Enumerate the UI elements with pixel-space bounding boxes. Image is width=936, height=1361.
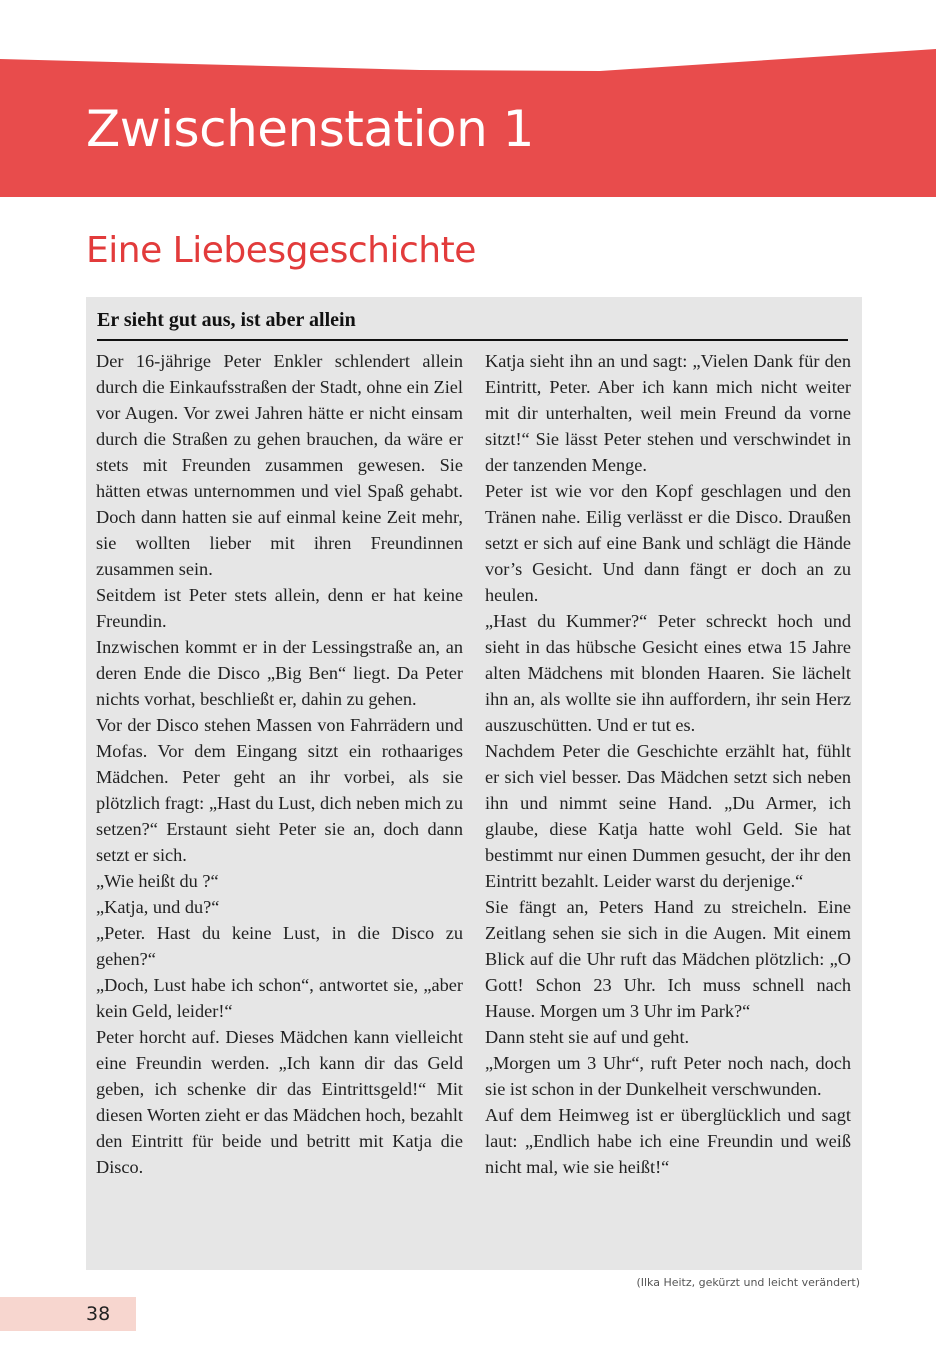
heading-divider xyxy=(97,339,848,341)
story-column-right xyxy=(485,348,851,1180)
story-box xyxy=(86,297,862,1270)
paragraph: Peter horcht auf. Dieses Mädchen kann vielleicht eine Freundin werden. „Ich kann dir das Geld geben, ich schenke dir das Eintrittsgeld!“ Mit diesen Worten zieht er das Mädchen hoch, bezahlt den Eintritt für beide und betritt mit Katja die Disco. xyxy=(96,1027,463,1177)
header-band xyxy=(0,0,936,200)
paragraph: Nachdem Peter die Geschichte erzählt hat, fühlt er sich viel besser. Das Mädchen setzt sich neben ihn und nimmt seine Hand. „Du Armer, ich glaube, diese Katja hatte wohl Geld. Sie hat bestimmt nur einen Dummen gesucht, der ihr den Eintritt bezahlt. Leider warst du derjenige.“ xyxy=(485,741,851,891)
paragraph: „Doch, Lust habe ich schon“, antwortet sie, „aber kein Geld, leider!“ xyxy=(96,975,463,1021)
paragraph: Katja sieht ihn an und sagt: „Vielen Dank für den Eintritt, Peter. Aber ich kann mich nicht weiter mit dir unterhalten, weil mein Freund da vorne sitzt!“ Sie lässt Peter stehen und verschwindet in der tanzenden Menge. xyxy=(485,351,851,475)
paragraph: „Wie heißt du ?“ xyxy=(96,871,219,891)
paragraph: „Morgen um 3 Uhr“, ruft Peter noch nach, doch sie ist schon in der Dunkelheit verschwunden. xyxy=(485,1053,851,1099)
paragraph: Auf dem Heimweg ist er überglücklich und sagt laut: „Endlich habe ich eine Freundin und weiß nicht mal, wie sie heißt!“ xyxy=(485,1105,851,1177)
paragraph: Der 16-jährige Peter Enkler schlendert allein durch die Einkaufsstraßen der Stadt, ohne ein Ziel vor Augen. Vor zwei Jahren hätte er nicht einsam durch die Straßen zu gehen brauchen, da wäre er stets mit Freunden zusammen gewesen. Sie hätten etwas unternommen und viel Spaß gehabt. Doch dann hatten sie auf einmal keine Zeit mehr, sie wollten lieber mit ihren Freundinnen zusammen sein. xyxy=(96,351,463,579)
paragraph: „Katja, und du?“ xyxy=(96,897,220,917)
section-title: Eine Liebesgeschichte xyxy=(86,230,476,271)
story-heading: Er sieht gut aus, ist aber allein xyxy=(97,309,356,331)
paragraph: Vor der Disco stehen Massen von Fahrrädern und Mofas. Vor dem Eingang sitzt ein rothaariges Mädchen. Peter geht an ihr vorbei, als sie plötzlich fragt: „Hast du Lust, dich neben mich zu setzen?“ Erstaunt sieht Peter sie an, doch dann setzt er sich. xyxy=(96,715,463,865)
story-column-left xyxy=(96,348,463,1180)
source-citation: (Ilka Heitz, gekürzt und leicht verändert) xyxy=(636,1276,860,1289)
page-number: 38 xyxy=(86,1303,111,1325)
chapter-title: Zwischenstation 1 xyxy=(86,100,534,158)
paragraph: Dann steht sie auf und geht. xyxy=(485,1027,690,1047)
paragraph: Inzwischen kommt er in der Lessingstraße an, an deren Ende die Disco „Big Ben“ liegt. Da Peter nichts vorhat, beschließt er, dahin zu gehen. xyxy=(96,637,463,709)
paragraph: Sie fängt an, Peters Hand zu streicheln. Eine Zeitlang sehen sie sich in die Augen. Mit einem Blick auf die Uhr ruft das Mädchen plötzlich: „O Gott! Schon 23 Uhr. Ich muss schnell nach Hause. Morgen um 3 Uhr im Park?“ xyxy=(485,897,851,1021)
paragraph: Seitdem ist Peter stets allein, denn er hat keine Freundin. xyxy=(96,585,463,631)
paragraph: Peter ist wie vor den Kopf geschlagen und den Tränen nahe. Eilig verlässt er die Disco. Draußen setzt er sich auf eine Bank und schlägt die Hände vor’s Gesicht. Und dann fängt er doch an zu heulen. xyxy=(485,481,851,605)
paragraph: „Peter. Hast du keine Lust, in die Disco zu gehen?“ xyxy=(96,923,463,969)
paragraph: „Hast du Kummer?“ Peter schreckt hoch und sieht in das hübsche Gesicht eines etwa 15 Jahre alten Mädchens mit blonden Haaren. Sie lächelt ihn an, als wollte sie ihn auffordern, ihr sein Herz auszuschütten. Und er tut es. xyxy=(485,611,851,735)
page-number-tab xyxy=(0,1297,136,1331)
